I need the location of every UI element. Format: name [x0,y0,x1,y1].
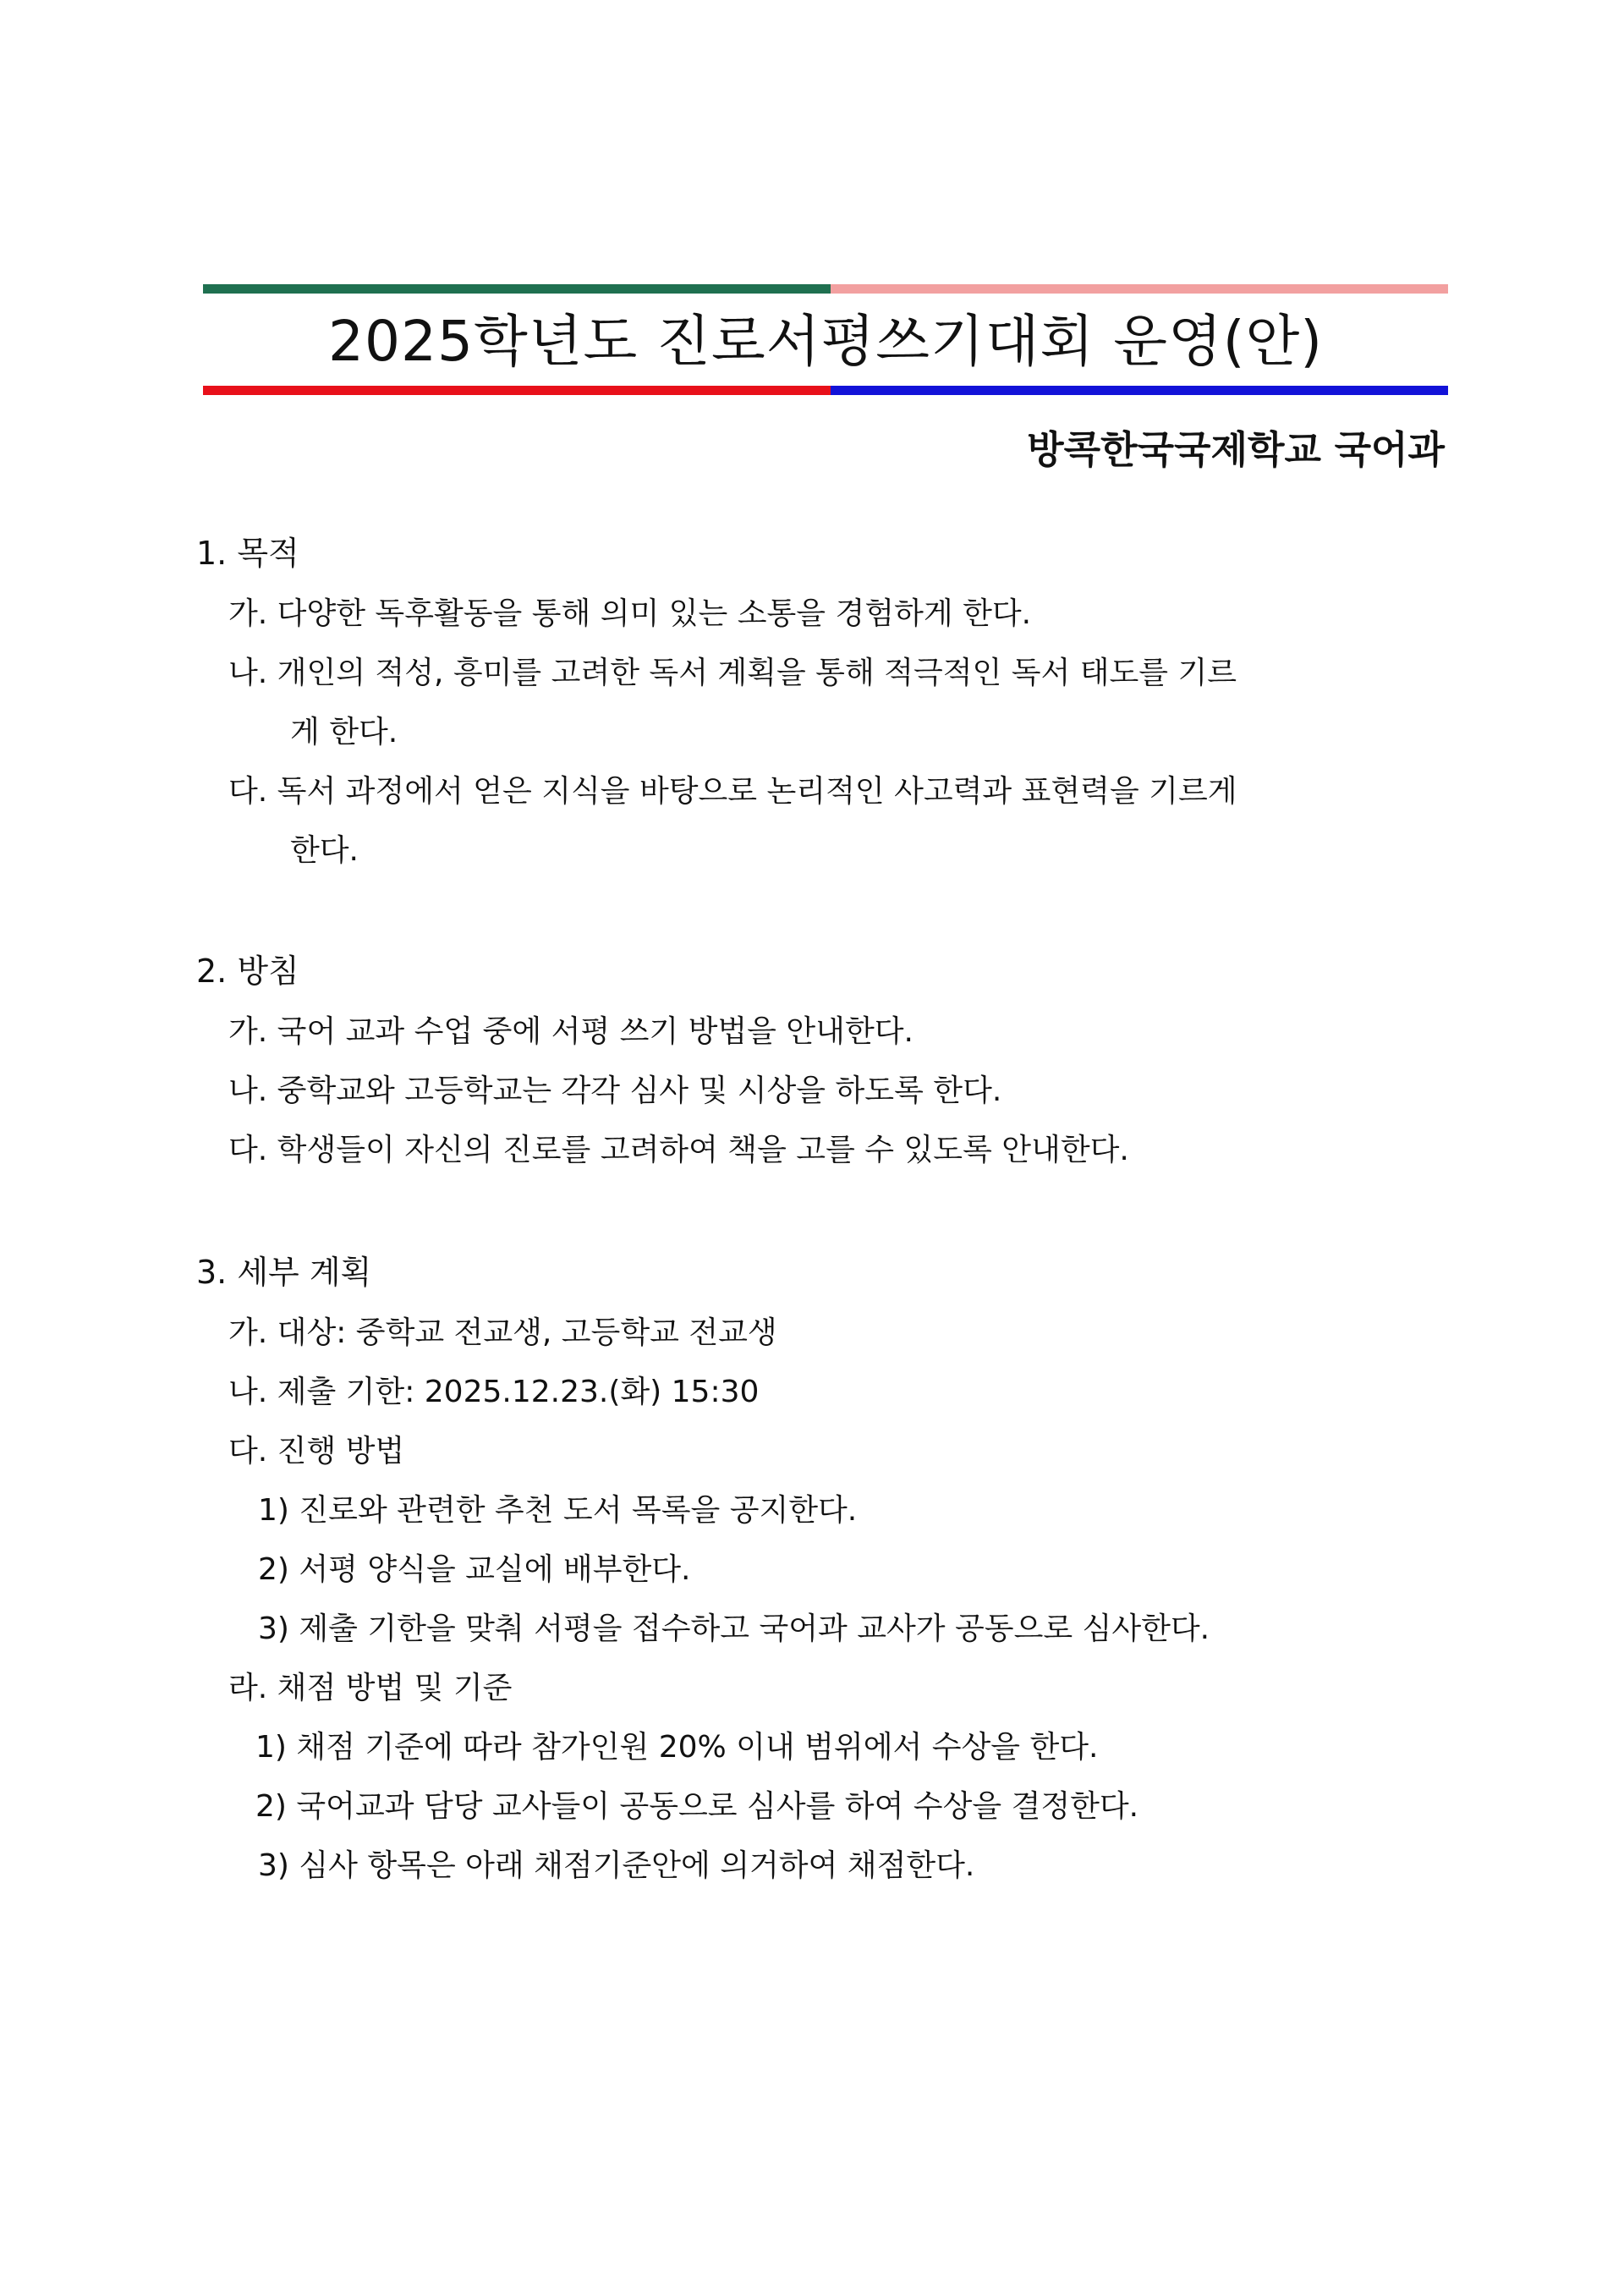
title-bottom-rule-red [203,386,831,395]
organization-name: 방콕한국국제학교 국어과 [1027,427,1445,472]
section-3-item-ga: 가. 대상: 중학교 전교생, 고등학교 전교생 [228,1315,777,1350]
section-1-item-na: 나. 개인의 적성, 흥미를 고려한 독서 계획을 통해 적극적인 독서 태도를 기르 [228,656,1237,690]
section-2-item-na: 나. 중학교와 고등학교는 각각 심사 및 시상을 하도록 한다. [228,1073,1002,1108]
section-3-ra-subitem-2: 2) 국어교과 담당 교사들이 공동으로 심사를 하여 수상을 결정한다. [255,1789,1139,1824]
section-3-da-subitem-2: 2) 서평 양식을 교실에 배부한다. [258,1552,691,1587]
section-1-item-da: 다. 독서 과정에서 얻은 지식을 바탕으로 논리적인 사고력과 표현력을 기르게 [228,774,1237,809]
title-bottom-rule-blue [831,386,1448,395]
title-top-rule-pink [831,284,1448,294]
section-3-heading: 3. 세부 계획 [196,1254,372,1291]
title-top-rule-green [203,284,831,294]
section-3-da-subitem-1: 1) 진로와 관련한 추천 도서 목록을 공지한다. [258,1493,858,1528]
section-3-ra-subitem-3: 3) 심사 항목은 아래 채점기준안에 의거하여 채점한다. [258,1848,975,1883]
section-1-heading: 1. 목적 [196,535,299,572]
section-2-heading: 2. 방침 [196,953,299,990]
section-1-item-da-continued: 한다. [290,833,359,868]
section-3-item-da: 다. 진행 방법 [228,1434,405,1469]
section-3-da-subitem-3: 3) 제출 기한을 맞춰 서평을 접수하고 국어과 교사가 공동으로 심사한다. [258,1611,1210,1646]
page-title: 2025학년도 진로서평쓰기대회 운영(안) [327,309,1323,374]
section-1-item-na-continued: 게 한다. [290,715,398,749]
section-1-item-ga: 가. 다양한 독후활동을 통해 의미 있는 소통을 경험하게 한다. [228,596,1032,631]
section-3-item-ra: 라. 채점 방법 및 기준 [228,1671,513,1705]
section-2-item-da: 다. 학생들이 자신의 진로를 고려하여 책을 고를 수 있도록 안내한다. [228,1133,1129,1167]
section-2-item-ga: 가. 국어 교과 수업 중에 서평 쓰기 방법을 안내한다. [228,1014,914,1049]
section-3-item-na: 나. 제출 기한: 2025.12.23.(화) 15:30 [228,1375,760,1409]
section-3-ra-subitem-1: 1) 채점 기준에 따라 참가인원 20% 이내 범위에서 수상을 한다. [255,1730,1099,1765]
